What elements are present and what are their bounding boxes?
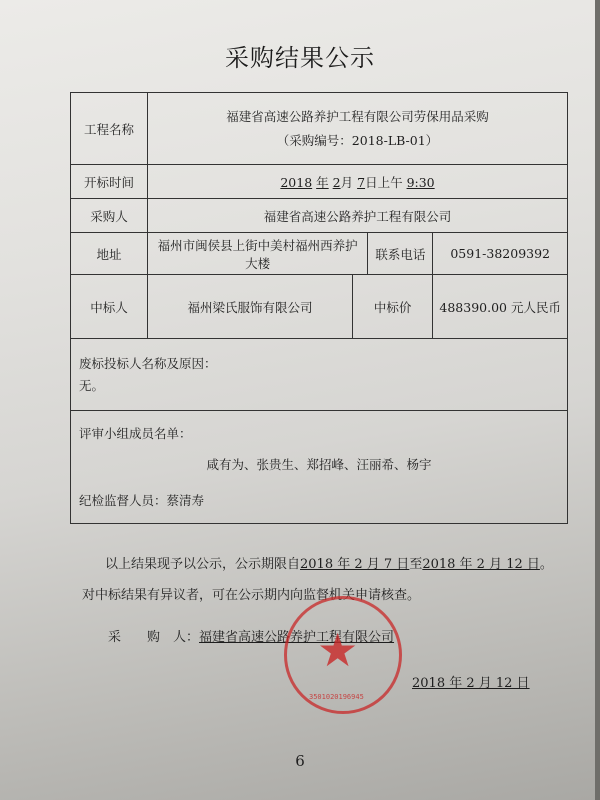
bid-opening-day-unit: 日上午: [365, 174, 403, 190]
winner-label: 中标人: [71, 275, 148, 339]
bid-opening-day: 7: [357, 174, 366, 190]
page-edge-shadow: [595, 0, 600, 800]
review-panel-label: 评审小组成员名单：: [79, 426, 192, 441]
period-start: 2018 年 2 月 7 日: [300, 557, 410, 572]
page-number: 6: [295, 752, 305, 770]
review-panel-section: [71, 411, 568, 524]
bid-opening-year: 2018: [280, 174, 313, 190]
purchaser-value: 福建省高速公路养护工程有限公司: [148, 199, 568, 233]
price-value: 488390.00 元人民币: [433, 275, 568, 339]
phone-label: 联系电话: [368, 233, 433, 275]
seal-code: 3501020196945: [309, 693, 364, 701]
address-value: 福州市闽侯县上街中美村福州西养护大楼: [148, 233, 368, 275]
address-label: 地址: [71, 233, 148, 275]
invalid-bid-label: 废标投标人名称及原因：: [79, 356, 217, 372]
official-seal: [284, 596, 402, 714]
bid-opening-month: 2: [332, 174, 341, 190]
notice-mid: 至: [409, 557, 423, 572]
notice-line-1: [105, 553, 553, 572]
notice-line-2: 对中标结果有异议者，可在公示期内向监督机关申请核查。: [82, 588, 421, 603]
purchaser-label: 采购人: [71, 199, 148, 233]
period-end: 2018 年 2 月 12 日: [422, 557, 540, 572]
notice-prefix: 以上结果现予以公示，公示期限自: [105, 557, 301, 572]
price-label: 中标价: [353, 275, 433, 339]
bid-opening-label: 开标时间: [71, 165, 148, 199]
project-name-label: 工程名称: [71, 93, 148, 165]
winner-value: 福州梁氏服饰有限公司: [148, 275, 353, 339]
document-title: 采购结果公示: [225, 44, 375, 72]
bid-opening-month-unit: 月: [340, 174, 354, 190]
invalid-bid-section: [71, 339, 568, 411]
project-name-value: [148, 93, 568, 165]
project-name-line2: （采购编号：2018-LB-01）: [276, 132, 439, 148]
review-panel-members: 咸有为、张贵生、郑招峰、汪丽希、杨宇: [206, 457, 432, 473]
signature-date: 2018 年 2 月 12 日: [412, 676, 530, 691]
invalid-bid-value: 无。: [79, 377, 105, 393]
supervisor-line: [79, 490, 559, 511]
procurement-result-table: [70, 92, 568, 524]
supervisor-label: 纪检监督人员：: [79, 492, 167, 508]
supervisor-value: 蔡清寿: [166, 492, 205, 508]
bid-opening-value: [148, 165, 568, 199]
signer-label: 采 购 人：: [108, 630, 200, 645]
phone-value: 0591-38209392: [433, 233, 568, 275]
bid-opening-time: 9:30: [406, 174, 435, 190]
signer-value: 福建省高速公路养护工程有限公司: [199, 630, 395, 645]
project-name-line1: 福建省高速公路养护工程有限公司劳保用品采购: [226, 108, 489, 124]
bid-opening-year-unit: 年: [316, 174, 329, 190]
star-icon: ★: [317, 623, 359, 677]
notice-suffix: 。: [539, 557, 553, 572]
